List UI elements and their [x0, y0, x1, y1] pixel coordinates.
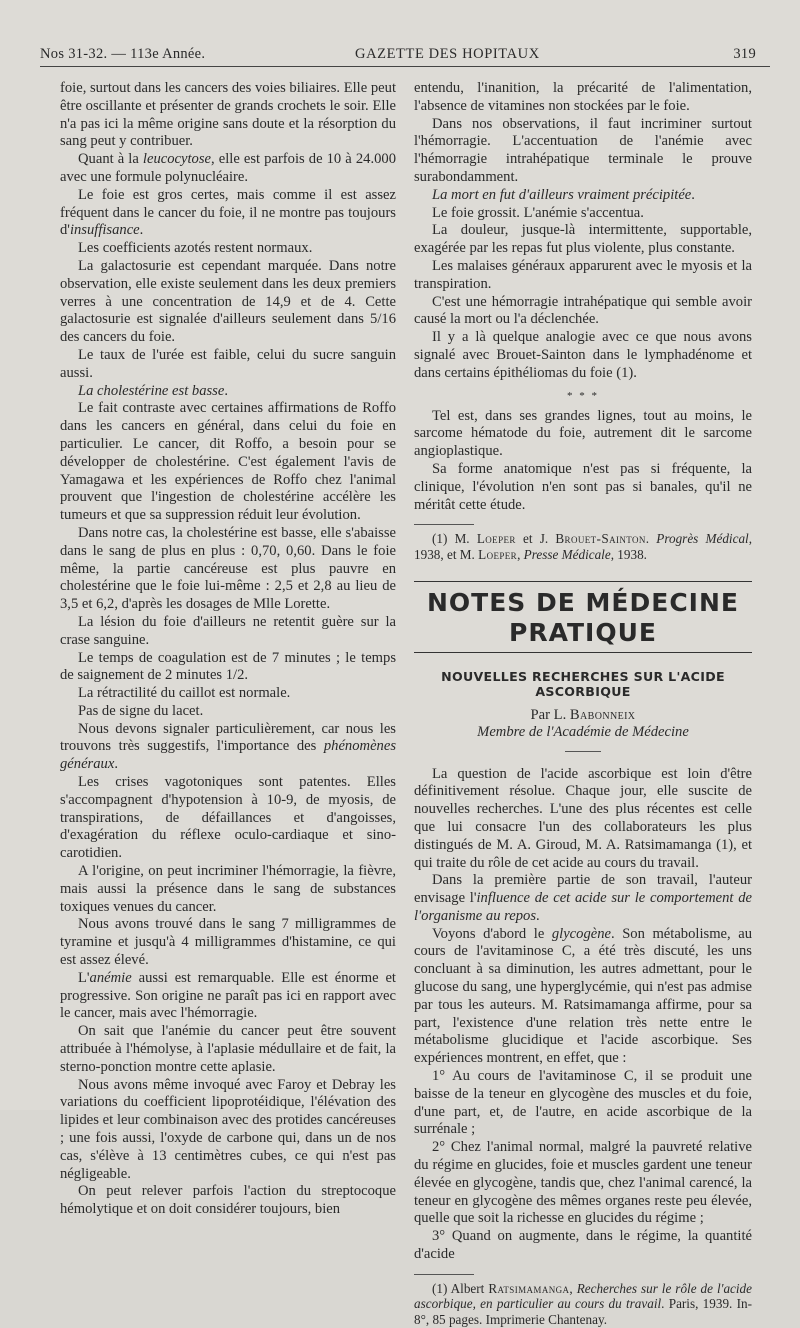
- running-header: [40, 46, 772, 64]
- footnote-ratsimamanga: (1) Albert Ratsimamanga, Recherches sur le rôle de l'acide ascorbique, en particulier au cours du travail. Paris, 1939. In-8°, 85 pages. Imprimerie Chantenay.: [414, 1280, 753, 1328]
- paragraph: Les crises vagotoniques sont patentes. Elles s'accompagnent d'hypotension à 10-9, de myosis, de transpirations, de défaillances et d'angoisses, d'exagération du réflexe oculo-cardiaque et sino-carotidien.: [60, 774, 396, 862]
- page-number: 319: [733, 46, 756, 62]
- paragraph: foie, surtout dans les cancers des voies biliaires. Elle peut être oscillante et présenter de grands crochets le soir. Elle n'a pas ici la même origine sans doute et la résorption du sang peut y contribuer.: [60, 80, 396, 150]
- paragraph: L'anémie aussi est remarquable. Elle est énorme et progressive. Son origine ne paraît pas ici en rapport avec le cancer, mais avec l'hémorragie.: [60, 969, 396, 1022]
- right-paragraphs-part-2: [414, 408, 752, 515]
- title-separator-rule: [565, 751, 601, 752]
- paragraph: Voyons d'abord le glycogène. Son métabolisme, au cours de l'avitaminose C, a été très discuté, les uns concluant à sa diminution, les autres admettant, pour le glucose du sang, une hyperglycémie, qui n'est pas admise par tous les auteurs. M. Ratsimamanga affirme, pour sa part, l'existence d'une relation très nette entre le métabolisme glucidique et l'acide ascorbique. Ses expériences montrent, en effet, que :: [414, 925, 752, 1067]
- paragraph: Le temps de coagulation est de 7 minutes ; le temps de saignement de 2 minutes 1/2.: [60, 649, 396, 684]
- paragraph: Tel est, dans ses grandes lignes, tout au moins, le sarcome hématode du foie, autrement dit le sarcome angioplastique.: [414, 407, 752, 460]
- paragraph: On sait que l'anémie du cancer peut être souvent attribuée à l'hémolyse, à l'aplasie médullaire et de fait, la sterno-ponction montre cette aplasie.: [60, 1023, 396, 1075]
- paragraph: Le foie grossit. L'anémie s'accentua.: [432, 204, 644, 221]
- paragraph: Pas de signe du lacet.: [78, 702, 204, 719]
- paragraph: La cholestérine est basse.: [78, 382, 228, 399]
- paragraph: Dans notre cas, la cholestérine est basse, elle s'abaisse dans le sang de plus en plus : 0,70, 0,60. Dans le foie même, la partie cancéreuse est plus pauvre en cholestérine que le foie lui-même : 2,5 et 2,8 au lieu de 3,5 et 6,2, d'après les dosages de Mlle Lorette.: [60, 524, 396, 613]
- paragraph: Nous avons même invoqué avec Faroy et Debray les variations du coefficient lipoprotéidique, l'élévation des lipides et leur combinaison avec des protides cancéreuses ; une fois aussi, l'oxyde de carbone qui, dans un de nos cas, s'élève à 13 centimètres cubes, ce qui n'est pas négligeable.: [60, 1076, 396, 1182]
- paragraph: A l'origine, on peut incriminer l'hémorragie, la fièvre, mais aussi la présence dans le sang de substances toxiques venues du cancer.: [60, 863, 396, 915]
- issue-number: Nos 31-32. — 113e Année.: [40, 46, 206, 62]
- footnote-rule: [414, 524, 474, 525]
- paragraph: Sa forme anatomique n'est pas si fréquente, la clinique, l'évolution n'en sont pas si banales, qu'il ne méritât cette étude.: [414, 460, 752, 513]
- paragraph: Le fait contraste avec certaines affirmations de Roffo dans les cancers en général, dans celui du foie en particulier. Le cancer, dit Roffo, a besoin pour se développer de cholestérine. C'est également l'avis de Yamagawa et les expériences de Roffo chez l'animal prouvent que l'ingestion de cholestérine accélère les tumeurs et que sa suppression réduit leur évolution.: [60, 400, 396, 524]
- section-title: NOTES DE MÉDECINE PRATIQUE: [427, 587, 739, 647]
- left-column: [60, 80, 396, 1219]
- paragraph: Le foie est gros certes, mais comme il est assez fréquent dans le cancer du foie, il ne montre pas toujours d'insuffisance.: [60, 186, 396, 239]
- paragraph: Le taux de l'urée est faible, celui du sucre sanguin aussi.: [60, 346, 396, 381]
- footnote-rule-2: [414, 1274, 474, 1275]
- paragraph: La galactosurie est cependant marquée. Dans notre observation, elle existe seulement dans les deux premiers verres à une concentration de 14,9 et de 4. Cette galactosurie est signalée d'ailleurs seulement dans 5/16 des cancers du foie.: [60, 257, 396, 346]
- paragraph: Nous devons signaler particulièrement, car nous les trouvons très suggestifs, l'importance des phénomènes généraux.: [60, 720, 396, 773]
- paragraph: 2° Chez l'animal normal, malgré la pauvreté relative du régime en glucides, foie et muscles gardent une teneur élevée en glycogène, tandis que, chez l'animal carencé, la teneur en glycogène des mêmes organes reste peu élevée, quelle que soit la richesse en glucides du régime ;: [414, 1139, 752, 1227]
- header-rule: [40, 66, 770, 67]
- paragraph: Dans la première partie de son travail, l'auteur envisage l'influence de cet acide sur le comportement de l'organisme au repos.: [414, 872, 752, 924]
- paragraph: Les coefficients azotés restent normaux.: [78, 240, 313, 257]
- paragraph: La rétractilité du caillot est normale.: [78, 685, 291, 702]
- paragraph: La douleur, jusque-là intermittente, supportable, exagérée par les repas fut plus violente, plus constante.: [414, 222, 752, 257]
- right-paragraphs-part-1: [414, 80, 752, 383]
- section-break-asterisks: * * *: [567, 389, 599, 402]
- paragraph: La question de l'acide ascorbique est loin d'être définitivement résolue. Chaque jour, elle suscite de nouvelles recherches. L'une des plus récentes est celle que lui consacre l'un des collaborateurs les plus distingués de M. A. Giroud, M. A. Ratsimamanga (1), et qui traite du rôle de cet acide au cours du travail.: [414, 765, 752, 871]
- paragraph: 1° Au cours de l'avitaminose C, il se produit une baisse de la teneur en glycogène des muscles et du foie, d'une part, et, de l'autre, en acide ascorbique de la surrénale ;: [414, 1068, 752, 1138]
- author-affiliation: Membre de l'Académie de Médecine: [477, 723, 689, 740]
- paragraph: Nous avons trouvé dans le sang 7 milligrammes de tyramine et jusqu'à 4 milligrammes d'histamine, ce qui est assez élevé.: [60, 916, 396, 969]
- paragraph: 3° Quand on augmente, dans le régime, la quantité d'acide: [414, 1228, 752, 1263]
- paragraph: La mort en fut d'ailleurs vraiment précipitée.: [432, 186, 695, 203]
- journal-title: GAZETTE DES HOPITAUX: [355, 46, 540, 62]
- paragraph: Quant à la leucocytose, elle est parfois de 10 à 24.000 avec une formule polynucléaire.: [60, 151, 396, 185]
- paragraph: Dans nos observations, il faut incriminer surtout l'hémorragie. L'accentuation de l'anémie avec l'hémorragie intrahépatique terminale le prouve surabondamment.: [414, 115, 752, 185]
- paragraph: Il y a là quelque analogie avec ce que nous avons signalé avec Brouet-Sainton dans le lymphadénome et dans certains épithéliomas du foie (1).: [414, 329, 752, 381]
- paragraph: C'est une hémorragie intrahépatique qui semble avoir causé la mort ou l'a déclenchée.: [414, 293, 752, 328]
- section-header-box: [414, 581, 752, 653]
- footnote-loeper: (1) M. Loeper et J. Brouet-Sainton. Progrès Médical, 1938, et M. Loeper, Presse Médicale, 1938.: [414, 531, 753, 562]
- article-author: Par L. Babonneix: [530, 706, 636, 723]
- right-column: [414, 80, 752, 1328]
- paragraph: On peut relever parfois l'action du streptocoque hémolytique et on doit considérer toujours, bien: [60, 1183, 396, 1218]
- paragraph: La lésion du foie d'ailleurs ne retentit guère sur la crase sanguine.: [60, 613, 396, 648]
- right-paragraphs-part-3: [414, 766, 752, 1264]
- paragraph: Les malaises généraux apparurent avec le myosis et la transpiration.: [414, 257, 752, 292]
- paragraph: entendu, l'inanition, la précarité de l'alimentation, l'absence de vitamines non stockées par le foie.: [414, 80, 752, 114]
- article-title: NOUVELLES RECHERCHES SUR L'ACIDE ASCORBIQUE: [441, 668, 725, 699]
